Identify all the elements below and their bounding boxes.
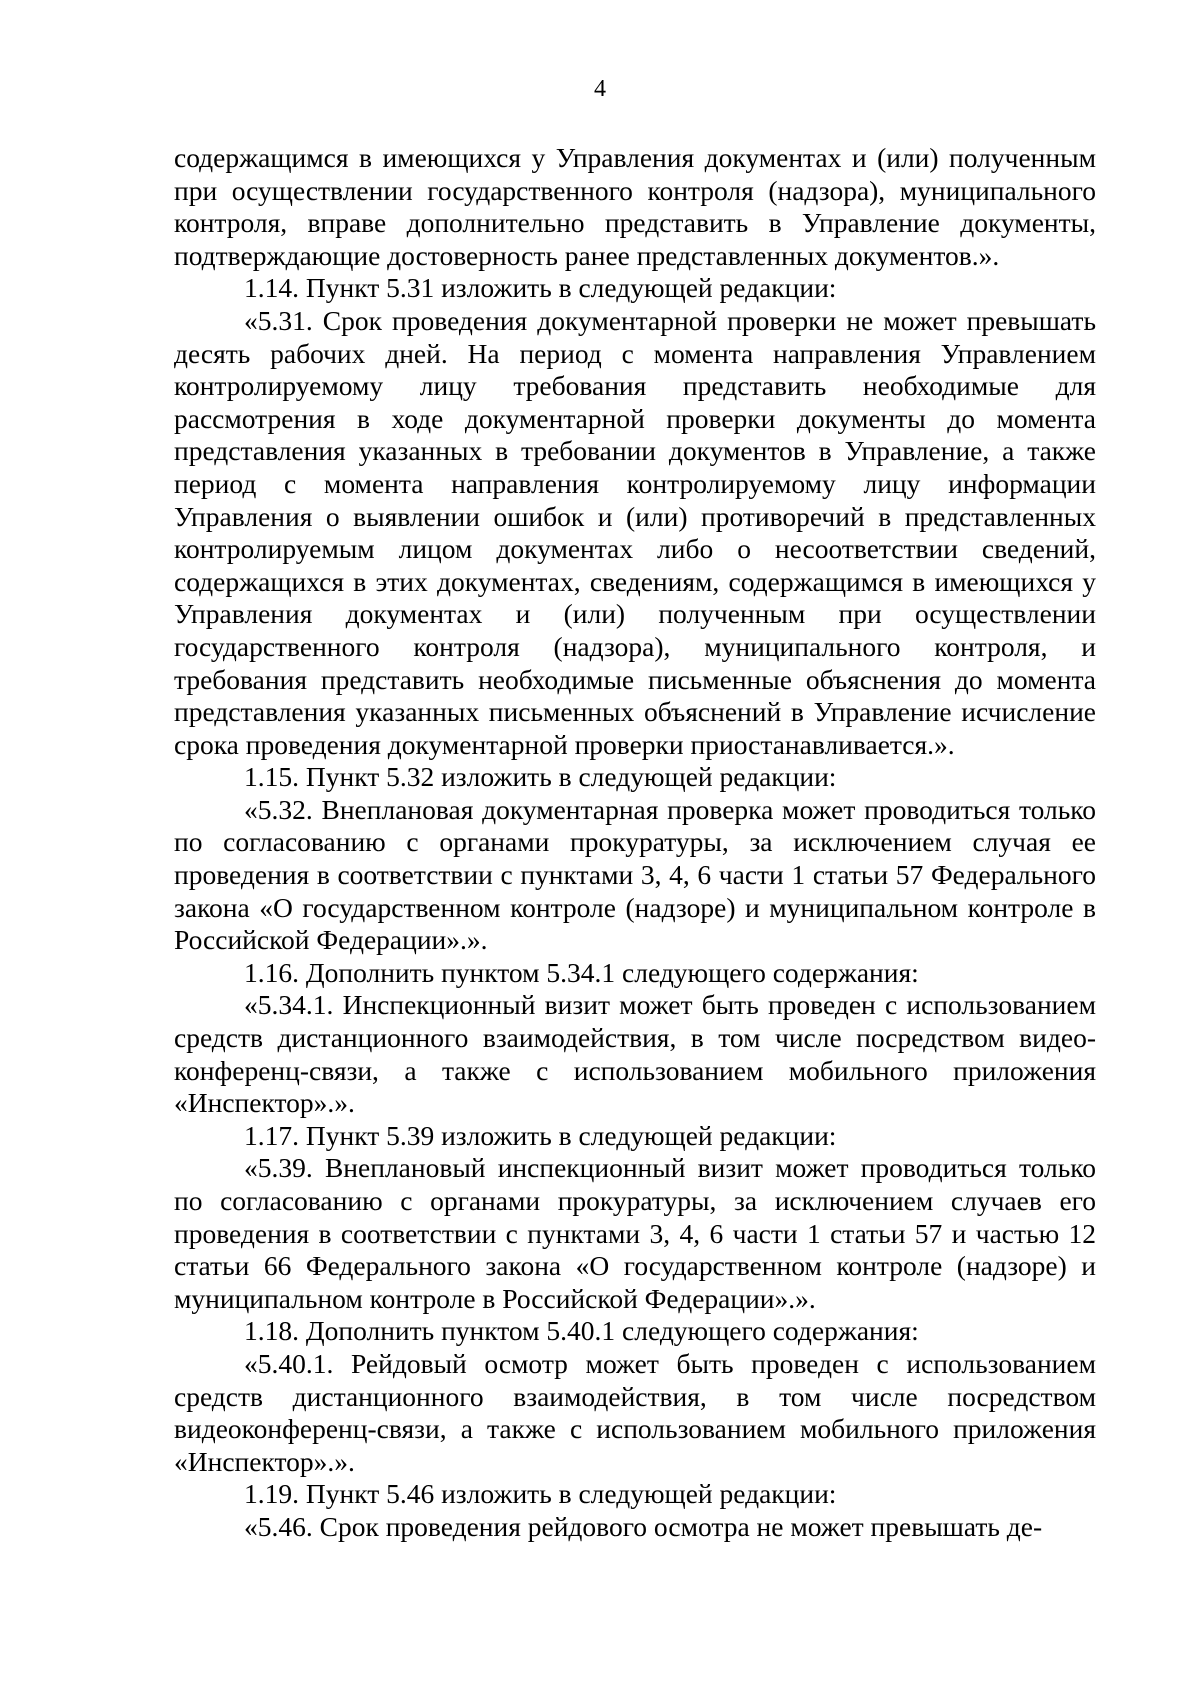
paragraph-5-46: «5.46. Срок проведения рейдового осмотра не может превышать де- <box>244 1510 1043 1542</box>
document-body <box>174 142 1096 1544</box>
paragraph-5-31: «5.31. Срок проведения документарной проверки не может превышать десять рабочих дней. На период с момента направления Управлением контролируемому лицу требования представить необходимые для рассмотрения в ходе документарной проверки документы до момента представления указанных в требовании документов в Управление, а также период с момента направления контролируемому лицу информации Управления о выявлении ошибок и (или) противоречий в представленных контролируемым лицом документах либо о несоответствии сведений, содержащихся в этих документах, сведениям, содержащимся в имеющихся у Управления документах и (или) полученным при осуществлении государственного контроля (надзора), муниципального контроля, и требования представить необходимые письменные объяснения до момента представления указанных письменных объяснений в Управление исчисление срока проведения документарной проверки приостанавливается.». <box>174 304 1096 760</box>
paragraph-5-32: «5.32. Внеплановая документарная проверка может проводиться только по согласованию с органами прокуратуры, за исключением случая ее проведения в соответствии с пунктами 3, 4, 6 части 1 статьи 57 Федерального закона «О государственном контроле (надзоре) и муниципальном контроле в Российской Федерации».». <box>174 793 1096 956</box>
paragraph-1-17-heading: 1.17. Пункт 5.39 изложить в следующей редакции: <box>244 1119 837 1151</box>
paragraph-5-40-1: «5.40.1. Рейдовый осмотр может быть проведен с использованием средств дистанционного взаимодействия, в том числе посредством видеоконференц-связи, а также с использованием мобильного приложения «Инспектор».». <box>174 1347 1096 1477</box>
paragraph-1-14-heading: 1.14. Пункт 5.31 изложить в следующей редакции: <box>244 272 837 304</box>
page-number: 4 <box>594 76 606 102</box>
paragraph-1-19-heading: 1.19. Пункт 5.46 изложить в следующей редакции: <box>244 1478 837 1510</box>
paragraph-5-39: «5.39. Внеплановый инспекционный визит может проводиться только по согласованию с органами прокуратуры, за исключением случаев его проведения в соответствии с пунктами 3, 4, 6 части 1 статьи 57 и частью 12 статьи 66 Федерального закона «О государственном контроле (надзоре) и муниципальном контроле в Российской Федерации».». <box>174 1152 1096 1314</box>
paragraph-1-16-heading: 1.16. Дополнить пунктом 5.34.1 следующего содержания: <box>244 956 919 988</box>
paragraph-1-18-heading: 1.18. Дополнить пунктом 5.40.1 следующего содержания: <box>244 1315 919 1347</box>
paragraph-1-15-heading: 1.15. Пункт 5.32 изложить в следующей редакции: <box>244 761 837 793</box>
paragraph-5-34-1: «5.34.1. Инспекционный визит может быть проведен с использованием средств дистанционного взаимодействия, в том числе посредством видео-конференц-связи, а также с использованием мобильного приложения «Инспектор».». <box>174 989 1096 1119</box>
paragraph-continuation: содержащимся в имеющихся у Управления документах и (или) полученным при осуществлении государственного контроля (надзора), муниципального контроля, вправе дополнительно представить в Управление документы, подтверждающие достоверность ранее представленных документов.». <box>174 142 1096 271</box>
